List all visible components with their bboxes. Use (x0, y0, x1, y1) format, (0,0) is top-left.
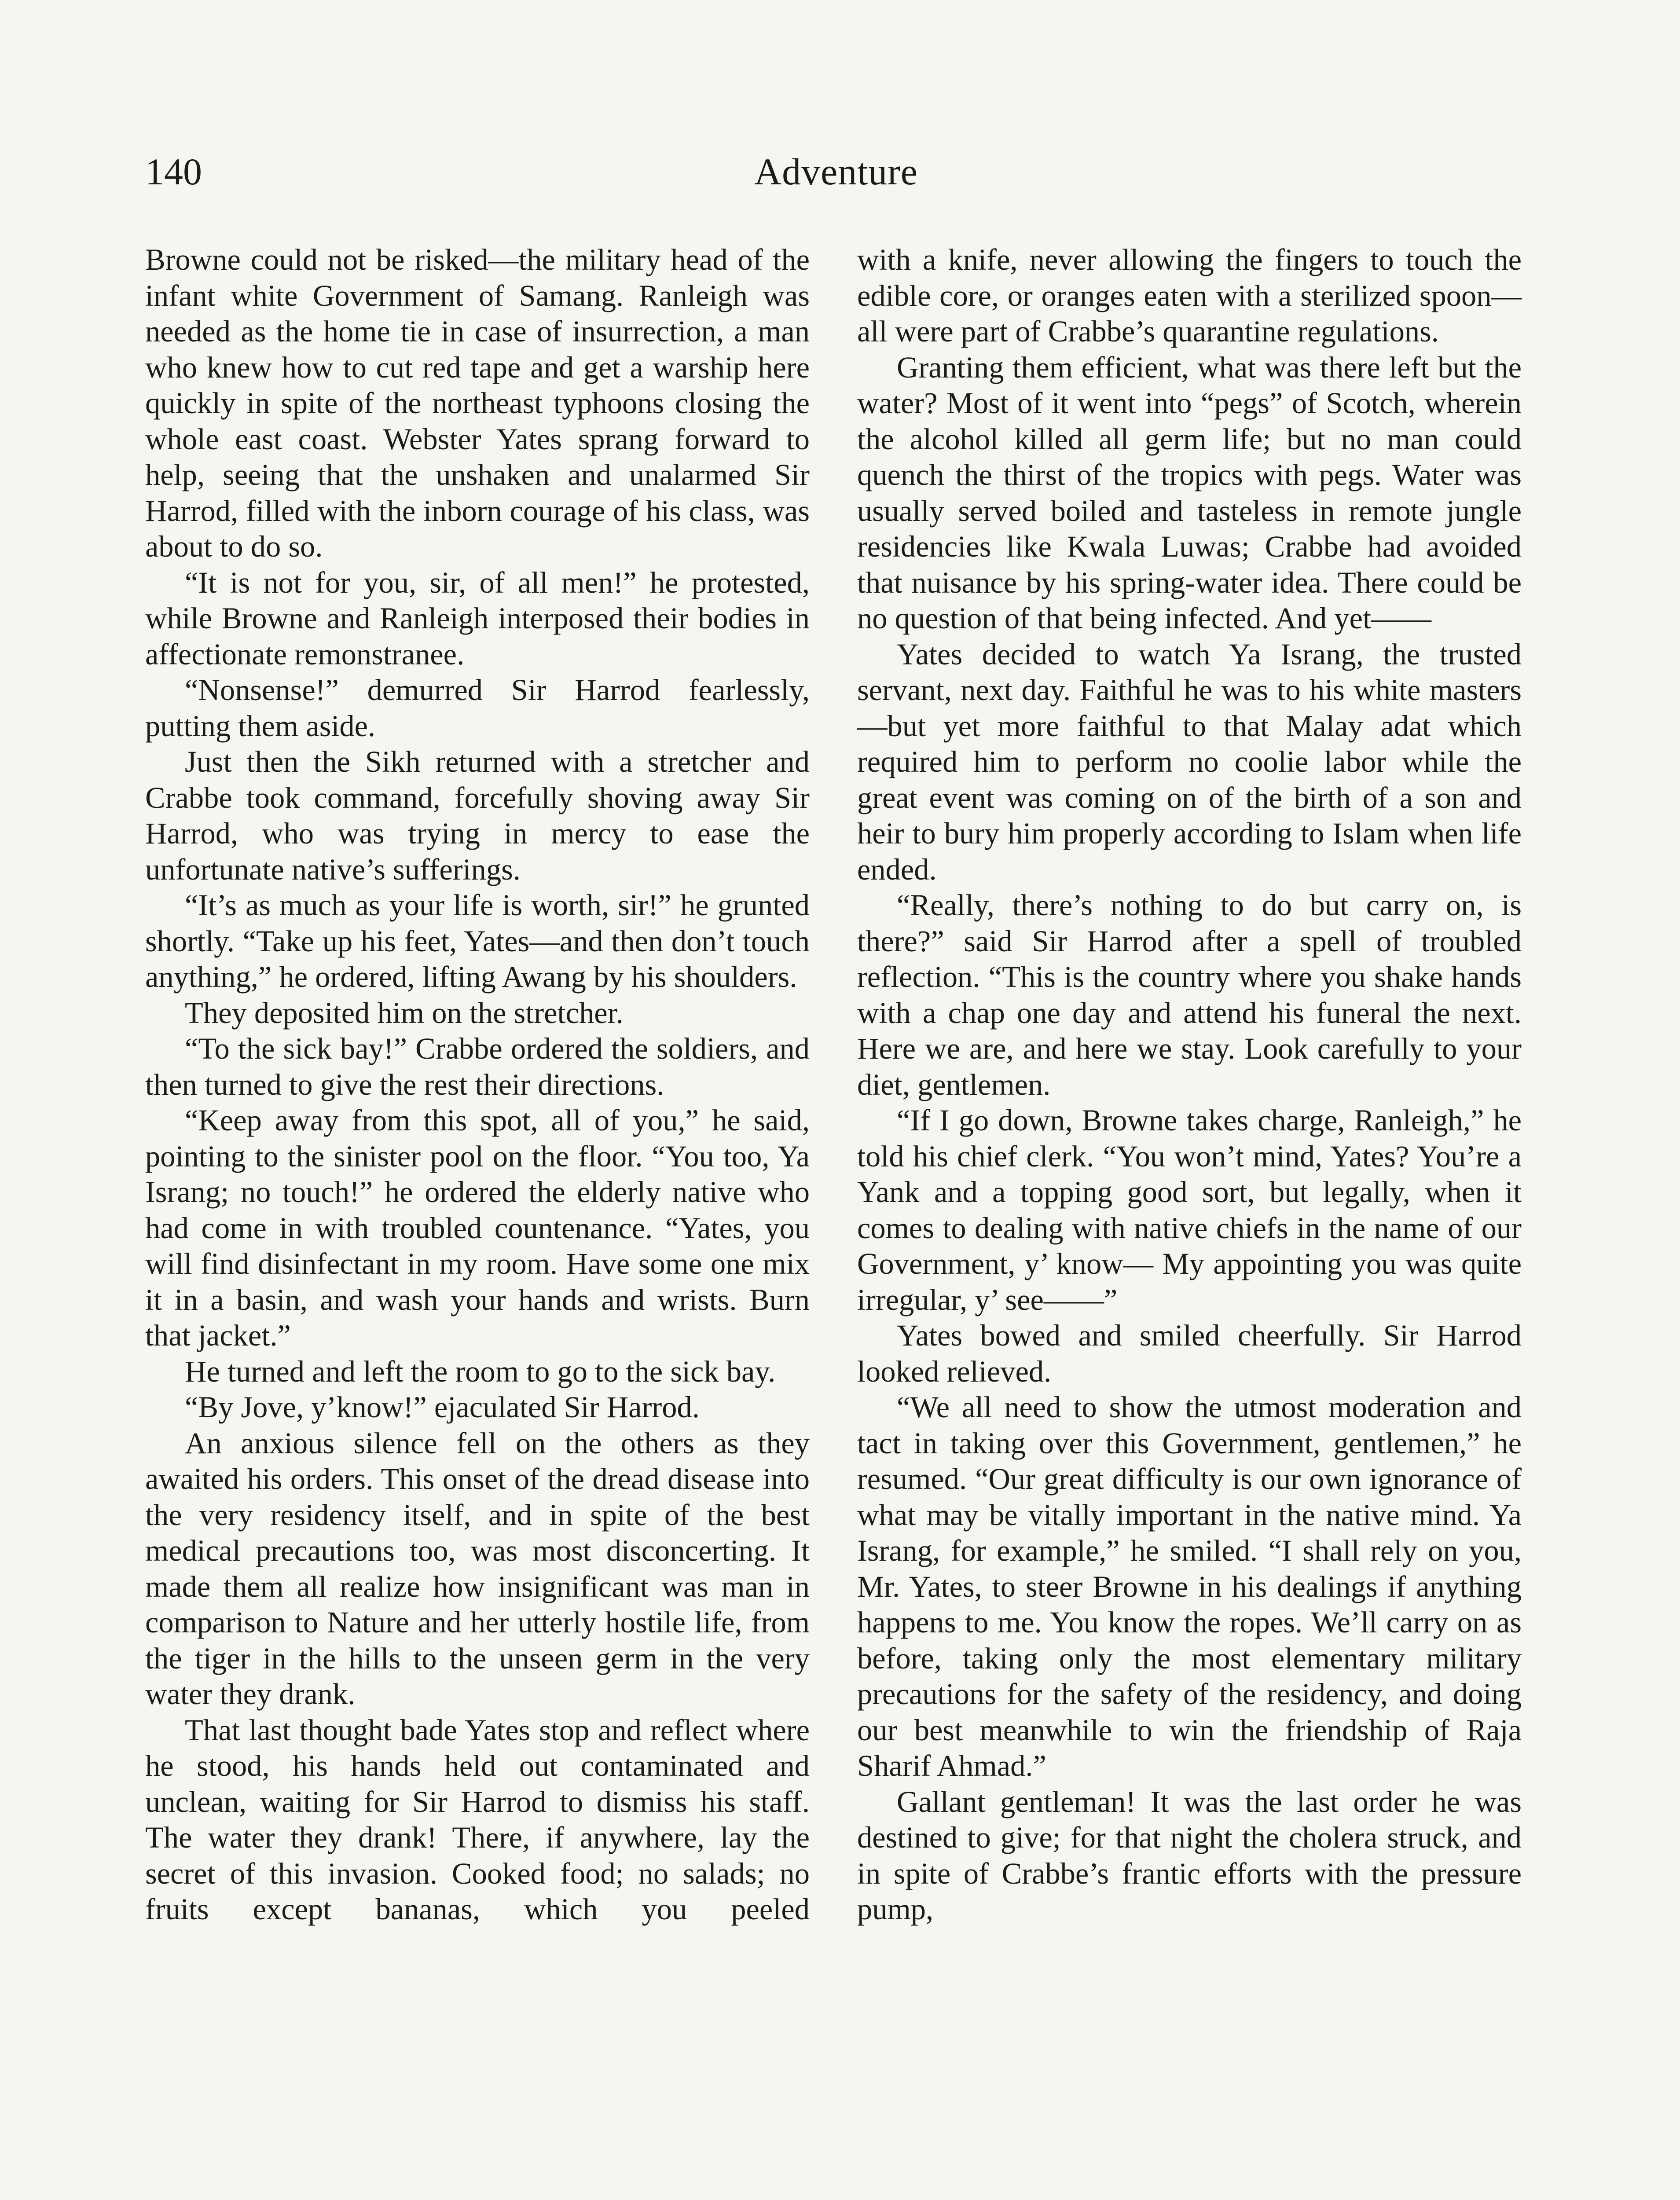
paragraph: “Nonsense!” demurred Sir Harrod fearlessly, putting them aside. (145, 673, 810, 743)
paragraph: with a knife, never allowing the fingers to touch the edible core, or oranges eaten with a sterilized spoon—all were part of Crabbe’s quarantine regulations. (857, 243, 1522, 348)
paragraph: Yates decided to watch Ya Israng, the trusted servant, next day. Faithful he was to his white masters—but yet more faithful to that Malay adat which required him to perform no coolie labor while the great event was coming on of the birth of a son and heir to bury him properly according to Islam when life ended. (857, 637, 1522, 886)
running-title: Adventure (754, 150, 918, 193)
paragraph: Granting them efficient, what was there left but the water? Most of it went into “pegs” of Scotch, wherein the alcohol killed all germ life; but no man could quench the thirst of the tropics with pegs. Water was usually served boiled and tasteless in remote jungle residencies like Kwala Luwas; Crabbe had avoided that nuisance by his spring-water idea. There could be no question of that being infected. And yet—— (857, 350, 1522, 635)
paragraph: “If I go down, Browne takes charge, Ranleigh,” he told his chief clerk. “You won’t mind, Yates? You’re a Yank and a topping good sort, but legally, when it comes to dealing with native chiefs in the name of our Government, y’ know— My appointing you was quite irregular, y’ see——” (857, 1104, 1522, 1316)
paragraph: An anxious silence fell on the others as they awaited his orders. This onset of the dread disease into the very residency itself, and in spite of the best medical precautions too, was most disconcerting. It made them all realize how insignificant was man in comparison to Nature and her utterly hostile life, from the tiger in the hills to the unseen germ in the very water they drank. (145, 1426, 810, 1711)
paragraph: That last thought bade Yates stop and reflect where he stood, his hands held out contaminated and unclean, waiting for Sir Harrod to dismiss his staff. The water they drank! There, if anywhere, lay the secret of this invasion. Cooked food; no salads; no fruits except bananas, which you peeled (145, 1713, 810, 1926)
page-number: 140 (145, 150, 202, 193)
page-header (145, 150, 1527, 211)
paragraph: “We all need to show the utmost moderation and tact in taking over this Government, gentlemen,” he resumed. “Our great difficulty is our own ignorance of what may be vitally important in the native mind. Ya Israng, for example,” he smiled. “I shall rely on you, Mr. Yates, to steer Browne in his dealings if anything happens to me. You know the ropes. We’ll carry on as before, taking only the most elementary military precautions for the safety of the residency, and doing our best meanwhile to win the friendship of Raja Sharif Ahmad.” (857, 1390, 1522, 1782)
paragraph: “Really, there’s nothing to do but carry on, is there?” said Sir Harrod after a spell of troubled reflection. “This is the country where you shake hands with a chap one day and attend his funeral the next. Here we are, and here we stay. Look carefully to your diet, gentlemen. (857, 888, 1522, 1101)
left-column (145, 242, 810, 1928)
paragraph: “To the sick bay!” Crabbe ordered the soldiers, and then turned to give the rest their directions. (145, 1032, 810, 1101)
paragraph: “It’s as much as your life is worth, sir!” he grunted shortly. “Take up his feet, Yates—and then don’t touch anything,” he ordered, lifting Awang by his shoulders. (145, 888, 810, 994)
paragraph: “Keep away from this spot, all of you,” he said, pointing to the sinister pool on the floor. “You too, Ya Israng; no touch!” he ordered the elderly native who had come in with troubled countenance. “Yates, you will find disinfectant in my room. Have some one mix it in a basin, and wash your hands and wrists. Burn that jacket.” (145, 1104, 810, 1352)
paragraph: “By Jove, y’know!” ejaculated Sir Harrod. (185, 1390, 700, 1424)
paragraph: Browne could not be risked—the military head of the infant white Government of Samang. Ranleigh was needed as the home tie in case of insurrection, a man who knew how to cut red tape and get a warship here quickly in spite of the northeast typhoons closing the whole east coast. Webster Yates sprang forward to help, seeing that the unshaken and unalarmed Sir Harrod, filled with the inborn courage of his class, was about to do so. (145, 243, 810, 563)
paragraph: “It is not for you, sir, of all men!” he protested, while Browne and Ranleigh interposed their bodies in affectionate remonstranee. (145, 565, 810, 671)
paragraph: He turned and left the room to go to the sick bay. (185, 1354, 776, 1388)
paragraph: Yates bowed and smiled cheerfully. Sir Harrod looked relieved. (857, 1319, 1522, 1388)
paragraph: Gallant gentleman! It was the last order he was destined to give; for that night the cholera struck, and in spite of Crabbe’s frantic efforts with the pressure pump, (857, 1785, 1522, 1926)
paragraph: They deposited him on the stretcher. (185, 996, 624, 1030)
right-column (857, 242, 1522, 1928)
paragraph: Just then the Sikh returned with a stretcher and Crabbe took command, forcefully shoving away Sir Harrod, who was trying in mercy to ease the unfortunate native’s sufferings. (145, 745, 810, 886)
